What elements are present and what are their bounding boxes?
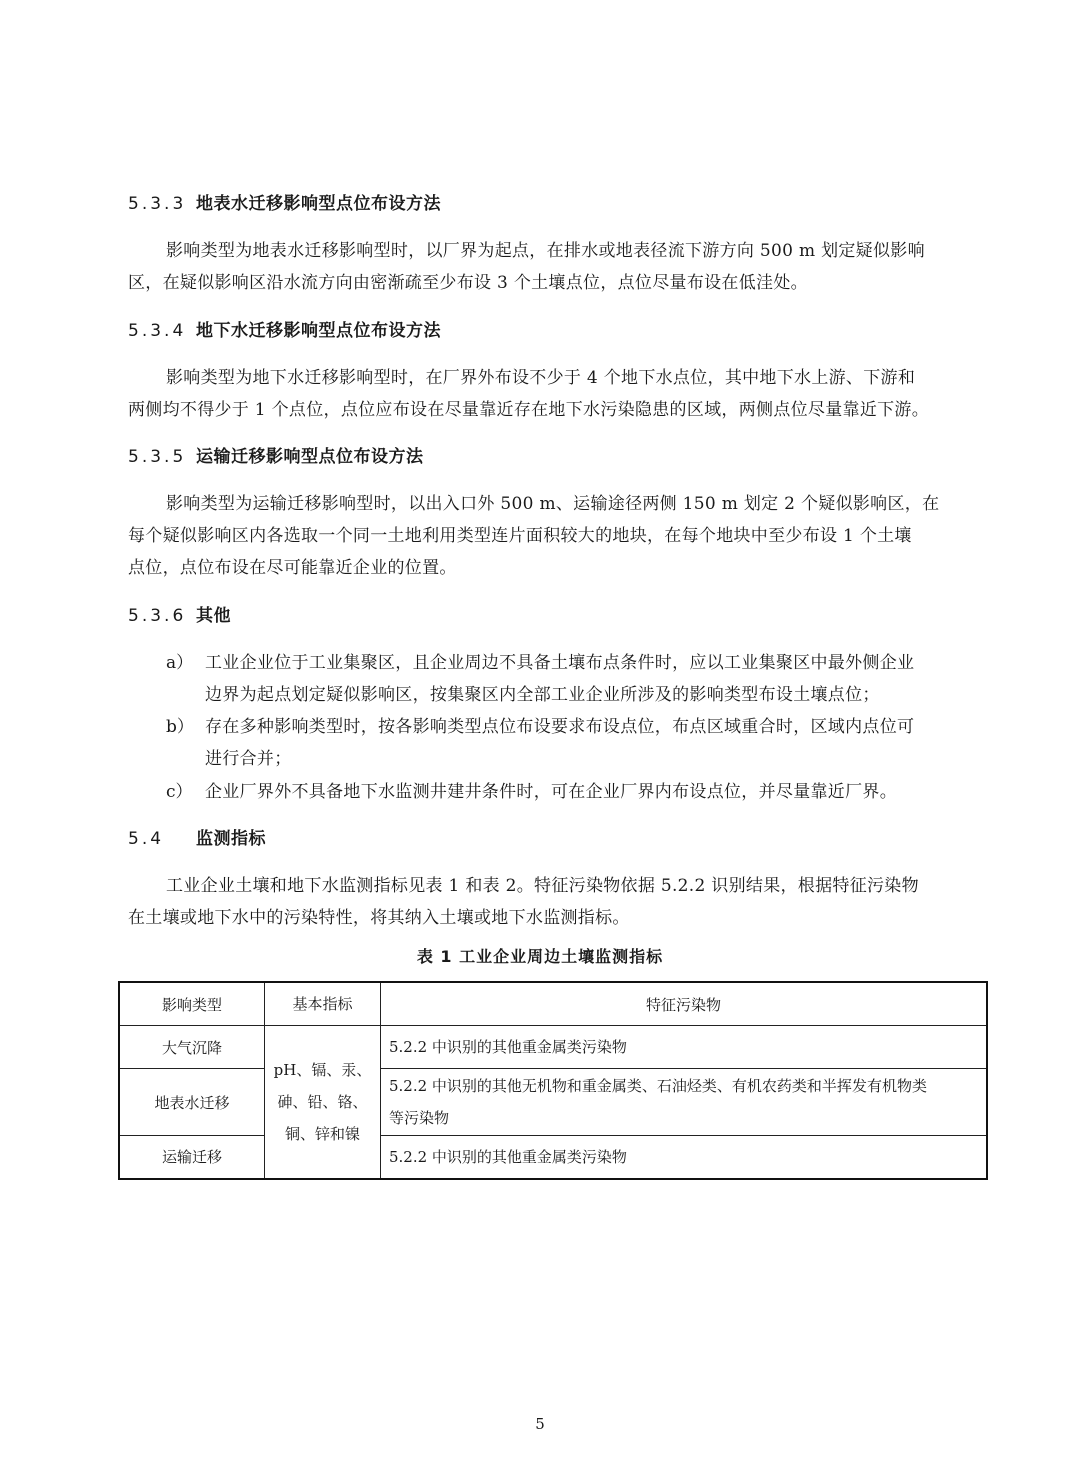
feature-line: 5.2.2 中识别的其他重金属类污染物 xyxy=(389,1147,627,1166)
section-title: 监测指标 xyxy=(196,829,266,849)
table-cell-type: 大气沉降 xyxy=(119,1026,265,1069)
paragraph-line: 在土壤或地下水中的污染特性，将其纳入土壤或地下水监测指标。 xyxy=(128,908,630,928)
section-number: 5.3.4 xyxy=(128,321,187,341)
table-soil-monitoring-indicators xyxy=(118,981,988,1180)
section-number: 5.3.3 xyxy=(128,194,187,214)
table-cell-type: 地表水迁移 xyxy=(119,1069,265,1136)
paragraph-line: 影响类型为地表水迁移影响型时，以厂界为起点，在排水或地表径流下游方向 500 m 划定疑似影响 xyxy=(166,241,925,261)
section-number: 5.3.5 xyxy=(128,447,187,467)
section-number: 5.3.6 xyxy=(128,606,187,626)
feature-line: 5.2.2 中识别的其他无机物和重金属类、石油烃类、有机农药类和半挥发有机物类 xyxy=(389,1077,927,1095)
list-item-label: c） xyxy=(166,782,193,802)
table-row xyxy=(119,1069,987,1136)
table-cell-type: 运输迁移 xyxy=(119,1136,265,1179)
list-item-line: 存在多种影响类型时，按各影响类型点位布设要求布设点位，布点区域重合时，区域内点位可 xyxy=(205,717,915,737)
page-number: 5 xyxy=(535,1415,545,1433)
list-item-line: 企业厂界外不具备地下水监测井建井条件时，可在企业厂界内布设点位，并尽量靠近厂界。 xyxy=(205,782,897,802)
paragraph-line: 影响类型为运输迁移影响型时，以出入口外 500 m、运输途径两侧 150 m 划定 2 个疑似影响区，在 xyxy=(166,494,940,514)
section-title: 运输迁移影响型点位布设方法 xyxy=(196,447,424,467)
section-heading-5-3-3 xyxy=(128,189,441,214)
table-cell-feature xyxy=(381,1136,988,1179)
table-cell-feature xyxy=(381,1026,988,1069)
paragraph-line: 工业企业土壤和地下水监测指标见表 1 和表 2。特征污染物依据 5.2.2 识别结果，根据特征污染物 xyxy=(166,876,919,896)
table-caption: 表 1 工业企业周边土壤监测指标 xyxy=(416,947,664,966)
paragraph-line: 区，在疑似影响区沿水流方向由密渐疏至少布设 3 个土壤点位，点位尽量布设在低洼处。 xyxy=(128,273,808,293)
list-item-label: b） xyxy=(166,717,194,737)
table-header-cell: 基本指标 xyxy=(265,982,381,1026)
basic-indicator-line: pH、镉、汞、 xyxy=(273,1060,372,1079)
feature-line: 5.2.2 中识别的其他重金属类污染物 xyxy=(389,1038,627,1056)
section-heading-5-3-6 xyxy=(128,601,231,626)
section-title: 地表水迁移影响型点位布设方法 xyxy=(196,194,441,214)
paragraph-line: 每个疑似影响区内各选取一个同一土地利用类型连片面积较大的地块，在每个地块中至少布设 1 个土壤 xyxy=(128,526,912,546)
section-title: 地下水迁移影响型点位布设方法 xyxy=(196,321,441,341)
list-item-line: 边界为起点划定疑似影响区，按集聚区内全部工业企业所涉及的影响类型布设土壤点位； xyxy=(205,685,880,705)
paragraph-line: 影响类型为地下水迁移影响型时，在厂界外布设不少于 4 个地下水点位，其中地下水上游、下游和 xyxy=(166,368,916,388)
basic-indicator-line: 铜、锌和镍 xyxy=(284,1124,360,1143)
table-header-cell: 影响类型 xyxy=(119,982,265,1026)
basic-indicator-line: 砷、铅、铬、 xyxy=(277,1092,368,1111)
table-header-row xyxy=(119,982,987,1026)
list-item-line: 工业企业位于工业集聚区，且企业周边不具备土壤布点条件时，应以工业集聚区中最外侧企业 xyxy=(205,653,915,673)
section-title: 其他 xyxy=(196,606,231,626)
feature-line: 等污染物 xyxy=(389,1109,450,1127)
table-row xyxy=(119,1136,987,1179)
table-row xyxy=(119,1026,987,1069)
list-item-label: a） xyxy=(166,653,194,673)
paragraph-line: 点位，点位布设在尽可能靠近企业的位置。 xyxy=(128,558,457,578)
table-cell-basic-indicators xyxy=(265,1026,381,1179)
paragraph-line: 两侧均不得少于 1 个点位，点位应布设在尽量靠近存在地下水污染隐患的区域，两侧点位尽量靠近下游。 xyxy=(128,400,930,420)
table-cell-feature xyxy=(381,1069,988,1136)
list-item-line: 进行合并； xyxy=(205,749,292,769)
section-heading-5-4 xyxy=(128,824,266,849)
table-header-cell: 特征污染物 xyxy=(381,982,988,1026)
section-heading-5-3-5 xyxy=(128,442,424,467)
section-heading-5-3-4 xyxy=(128,316,441,341)
section-number: 5.4 xyxy=(128,829,165,849)
